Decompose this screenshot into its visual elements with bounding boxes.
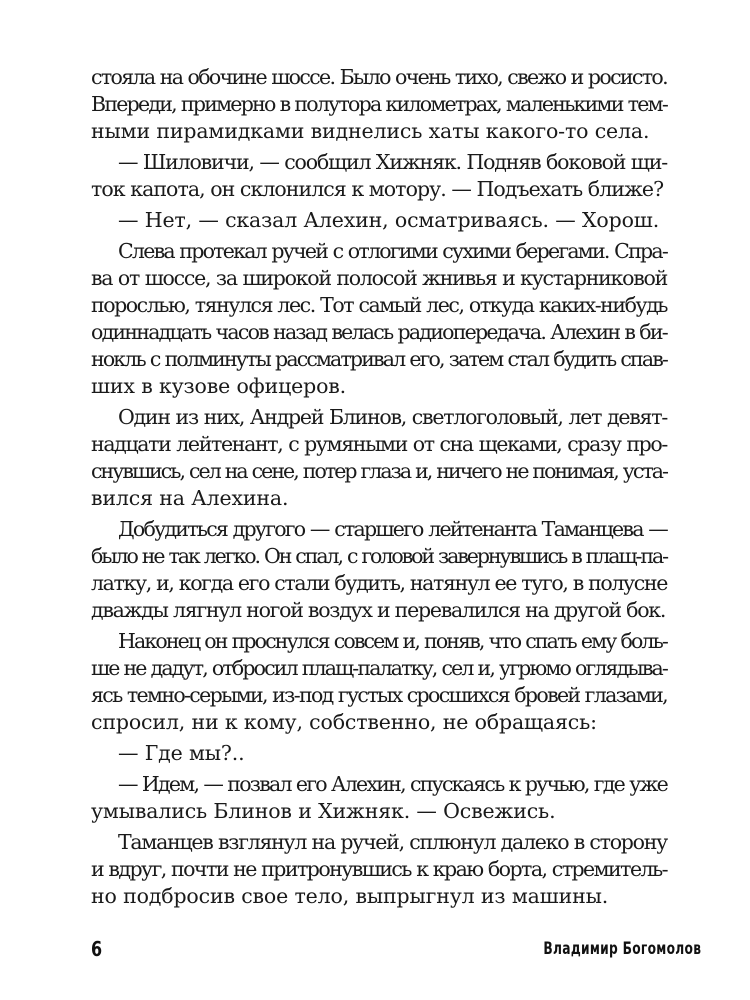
text-line: Один из них, Андрей Блинов, светлоголовый, лет девят- <box>118 405 667 429</box>
text-line: порослью, тянулся лес. Тот самый лес, откуда каких-нибудь <box>91 293 667 317</box>
text-line: Таманцев взглянул на ручей, сплюнул далеко в сторону <box>118 830 667 854</box>
text-line: надцати лейтенант, с румяными от сна щеками, сразу про- <box>91 432 667 456</box>
text-line: спросил, ни к кому, собственно, не обращаясь: <box>91 710 597 734</box>
text-line: ток капота, он склонился к мотору. — Подъехать ближе? <box>91 177 664 201</box>
text-line: ными пирамидками виднелись хаты какого-то села. <box>91 119 650 143</box>
text-line: Добудиться другого — старшего лейтенанта Таманцева — <box>118 517 667 541</box>
text-line: Наконец он проснулся совсем и, поняв, что спать ему боль- <box>118 629 667 653</box>
text-line: и вдруг, почти не притронувшись к краю борта, стремитель- <box>91 857 667 881</box>
page-footer <box>91 937 701 967</box>
text-line: было не так легко. Он спал, с головой завернувшись в плащ-па- <box>91 544 667 568</box>
running-author: Владимир Богомолов <box>543 939 701 959</box>
text-line: умывались Блинов и Хижняк. — Освежись. <box>91 799 556 823</box>
text-line: ше не дадут, отбросил плащ-палатку, сел и, угрюмо оглядыва- <box>91 656 667 680</box>
text-line: ших в кузове офицеров. <box>91 374 347 398</box>
text-line: Впереди, примерно в полутора километрах, маленькими тем- <box>91 92 667 116</box>
text-line: Слева протекал ручей с отлогими сухими берегами. Спра- <box>118 239 667 263</box>
text-line: — Шиловичи, — сообщил Хижняк. Подняв боковой щи- <box>118 150 667 174</box>
text-line: снувшись, сел на сене, потер глаза и, ничего не понимая, уста- <box>91 459 667 483</box>
text-line: ва от шоссе, за широкой полосой жнивья и кустарниковой <box>91 266 667 290</box>
text-line: нокль с полминуты рассматривал его, затем стал будить спав- <box>91 347 667 371</box>
text-line: ясь темно-серыми, из-под густых сросшихся бровей глазами, <box>91 683 667 707</box>
text-line: вился на Алехина. <box>91 486 289 510</box>
text-line: — Идем, — позвал его Алехин, спускаясь к ручью, где уже <box>118 772 667 796</box>
text-line: латку, и, когда его стали будить, натянул ее туго, в полусне <box>91 571 667 595</box>
page-number: 6 <box>91 937 103 961</box>
text-line: дважды лягнул ногой воздух и перевалился на другой бок. <box>91 598 666 622</box>
text-line: стояла на обочине шоссе. Было очень тихо, свежо и росисто. <box>91 65 667 89</box>
text-line: — Нет, — сказал Алехин, осматриваясь. — Хорош. <box>118 208 660 232</box>
text-line: но подбросив свое тело, выпрыгнул из машины. <box>91 884 609 908</box>
body-text <box>91 64 667 910</box>
text-line: — Где мы?.. <box>118 741 245 765</box>
text-line: одиннадцать часов назад велась радиопередача. Алехин в би- <box>91 320 667 344</box>
